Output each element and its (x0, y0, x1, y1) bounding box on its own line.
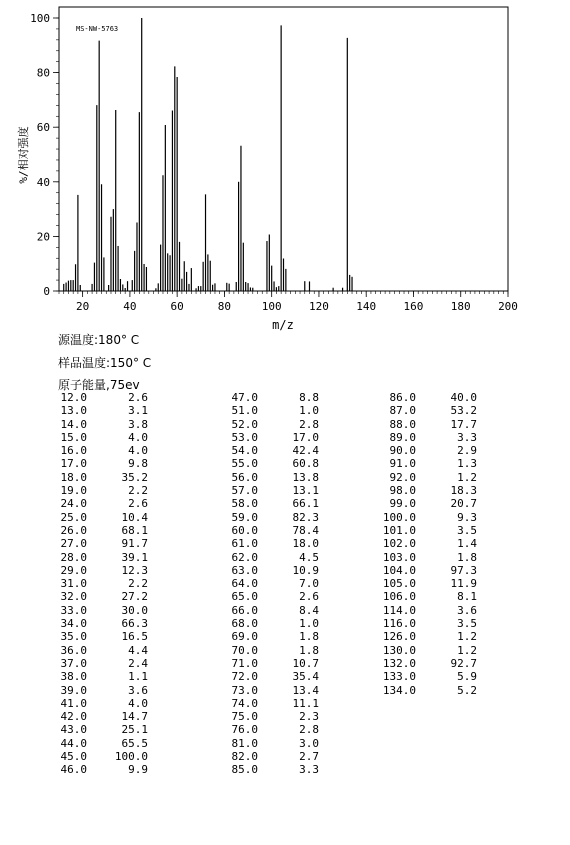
peak-table-row (218, 431, 319, 444)
peak-table-column-1 (47, 391, 148, 777)
abundance-value: 66.3 (121, 617, 148, 631)
x-tick-label: 20 (76, 300, 90, 313)
mz-value: 46.0 (60, 763, 87, 777)
peak-table-row (218, 524, 319, 537)
abundance-value: 100.0 (114, 750, 148, 764)
mz-value: 102.0 (382, 537, 416, 551)
mz-value: 38.0 (60, 670, 87, 684)
peak-table-row (218, 657, 319, 670)
abundance-value: 2.2 (128, 577, 148, 591)
abundance-value: 1.8 (299, 643, 319, 657)
abundance-value: 42.4 (292, 444, 319, 458)
peak-table-row (218, 511, 319, 524)
y-tick-label: 100 (30, 12, 50, 25)
peak-table-row (376, 670, 477, 683)
mz-value: 74.0 (231, 696, 258, 710)
abundance-value: 4.0 (128, 696, 148, 710)
mz-value: 87.0 (389, 404, 416, 418)
peak-table-row (376, 471, 477, 484)
peak-table-row (47, 471, 148, 484)
mz-value: 69.0 (231, 630, 258, 644)
mz-value: 18.0 (60, 470, 87, 484)
mz-value: 76.0 (231, 723, 258, 737)
mz-value: 44.0 (60, 736, 87, 750)
mz-value: 62.0 (231, 550, 258, 564)
electron-energy: 原子能量,75ev (58, 378, 140, 392)
mz-value: 45.0 (60, 750, 87, 764)
abundance-value: 4.0 (128, 444, 148, 458)
abundance-value: 25.1 (121, 723, 148, 737)
peak-table-row (47, 617, 148, 630)
peak-table-row (376, 551, 477, 564)
mz-value: 36.0 (60, 643, 87, 657)
abundance-value: 9.9 (128, 763, 148, 777)
abundance-value: 97.3 (450, 563, 477, 577)
abundance-value: 10.9 (292, 563, 319, 577)
mz-value: 55.0 (231, 457, 258, 471)
mz-value: 31.0 (60, 577, 87, 591)
abundance-value: 5.9 (457, 670, 477, 684)
abundance-value: 1.4 (457, 537, 477, 551)
abundance-value: 5.2 (457, 683, 477, 697)
abundance-value: 14.7 (121, 710, 148, 724)
peak-table-row (376, 564, 477, 577)
abundance-value: 2.6 (299, 590, 319, 604)
abundance-value: 16.5 (121, 630, 148, 644)
abundance-value: 8.4 (299, 603, 319, 617)
mz-value: 29.0 (60, 563, 87, 577)
peak-table-column-2 (218, 391, 319, 777)
peak-table-row (47, 404, 148, 417)
abundance-value: 91.7 (121, 537, 148, 551)
mz-value: 126.0 (382, 630, 416, 644)
mz-value: 91.0 (389, 457, 416, 471)
mz-value: 34.0 (60, 617, 87, 631)
mz-value: 13.0 (60, 404, 87, 418)
abundance-value: 39.1 (121, 550, 148, 564)
peak-table-row (47, 737, 148, 750)
mz-value: 51.0 (231, 404, 258, 418)
peak-table-row (376, 630, 477, 643)
peak-table-row (47, 644, 148, 657)
peak-table-row (218, 604, 319, 617)
mz-value: 66.0 (231, 603, 258, 617)
mz-value: 12.0 (60, 391, 87, 404)
peak-table-row (47, 444, 148, 457)
mz-value: 56.0 (231, 470, 258, 484)
peak-table-row (47, 710, 148, 723)
abundance-value: 3.1 (128, 404, 148, 418)
abundance-value: 1.0 (299, 404, 319, 418)
peak-table-row (218, 497, 319, 510)
mz-value: 58.0 (231, 497, 258, 511)
y-tick-label: 40 (36, 175, 50, 189)
mz-value: 39.0 (60, 683, 87, 697)
mz-value: 64.0 (231, 577, 258, 591)
x-tick-label: 100 (261, 300, 282, 313)
peak-table-row (218, 710, 319, 723)
mz-value: 53.0 (231, 430, 258, 444)
peak-table-row (47, 697, 148, 710)
x-tick-label: 40 (123, 300, 137, 313)
peak-table-row (47, 763, 148, 776)
peak-table-row (218, 457, 319, 470)
peak-table-row (376, 604, 477, 617)
peak-table-row (47, 497, 148, 510)
abundance-value: 3.6 (457, 603, 477, 617)
peak-table-row (376, 537, 477, 550)
abundance-value: 3.5 (457, 523, 477, 537)
peak-table-row (218, 737, 319, 750)
abundance-value: 1.3 (457, 457, 477, 471)
mz-value: 19.0 (60, 484, 87, 498)
abundance-value: 2.2 (128, 484, 148, 498)
mz-value: 133.0 (382, 670, 416, 684)
y-tick-label: 20 (36, 230, 50, 244)
abundance-value: 2.6 (128, 391, 148, 404)
abundance-value: 2.8 (299, 417, 319, 431)
peak-table-row (218, 750, 319, 763)
mz-value: 70.0 (231, 643, 258, 657)
abundance-value: 13.4 (292, 683, 319, 697)
abundance-value: 40.0 (450, 391, 477, 404)
x-tick-label: 60 (170, 300, 184, 313)
x-tick-label: 80 (217, 300, 232, 313)
mz-value: 72.0 (231, 670, 258, 684)
peak-table-row (376, 391, 477, 404)
mz-value: 92.0 (389, 470, 416, 484)
mz-value: 59.0 (231, 510, 258, 524)
abundance-value: 1.2 (457, 643, 477, 657)
abundance-value: 1.8 (457, 550, 477, 564)
mz-value: 42.0 (60, 710, 87, 724)
peak-table-row (376, 511, 477, 524)
abundance-value: 68.1 (121, 523, 148, 537)
mz-value: 65.0 (231, 590, 258, 604)
sample-label: MS-NW-5763 (76, 25, 119, 33)
peak-table-row (47, 723, 148, 736)
abundance-value: 1.0 (299, 617, 319, 631)
mz-value: 71.0 (231, 656, 258, 670)
mz-value: 35.0 (60, 630, 87, 644)
mz-value: 116.0 (382, 617, 416, 631)
abundance-value: 60.8 (292, 457, 319, 471)
mz-value: 52.0 (231, 417, 258, 431)
mz-value: 17.0 (60, 457, 87, 471)
abundance-value: 13.8 (292, 470, 319, 484)
peak-table-row (376, 524, 477, 537)
abundance-value: 35.2 (121, 470, 148, 484)
peak-table-row (47, 750, 148, 763)
abundance-value: 2.8 (299, 723, 319, 737)
peak-table-row (218, 590, 319, 603)
abundance-value: 66.1 (292, 497, 319, 511)
peak-table-row (218, 471, 319, 484)
abundance-value: 2.4 (128, 656, 148, 670)
abundance-value: 82.3 (292, 510, 319, 524)
abundance-value: 4.5 (299, 550, 319, 564)
mz-value: 60.0 (231, 523, 258, 537)
mz-value: 88.0 (389, 417, 416, 431)
mass-spectrum-chart (0, 0, 570, 340)
peak-table-row (218, 577, 319, 590)
abundance-value: 8.1 (457, 590, 477, 604)
mz-value: 130.0 (382, 643, 416, 657)
y-tick-label: 60 (36, 121, 50, 135)
abundance-value: 17.7 (450, 417, 477, 431)
peak-table-row (218, 391, 319, 404)
mz-value: 57.0 (231, 484, 258, 498)
abundance-value: 3.5 (457, 617, 477, 631)
peak-table-row (47, 537, 148, 550)
abundance-value: 1.2 (457, 470, 477, 484)
abundance-value: 4.0 (128, 430, 148, 444)
abundance-value: 3.6 (128, 683, 148, 697)
abundance-value: 3.0 (299, 736, 319, 750)
spectrum-peaks (64, 18, 352, 291)
peak-table-row (218, 723, 319, 736)
mz-value: 100.0 (382, 510, 416, 524)
peak-table-row (376, 577, 477, 590)
x-tick-label: 180 (450, 300, 471, 313)
plot-frame (59, 7, 508, 291)
mz-value: 89.0 (389, 430, 416, 444)
peak-table-row (47, 511, 148, 524)
abundance-value: 35.4 (292, 670, 319, 684)
abundance-value: 53.2 (450, 404, 477, 418)
mz-value: 104.0 (382, 563, 416, 577)
abundance-value: 27.2 (121, 590, 148, 604)
abundance-value: 12.3 (121, 563, 148, 577)
mz-value: 16.0 (60, 444, 87, 458)
mz-value: 32.0 (60, 590, 87, 604)
abundance-value: 65.5 (121, 736, 148, 750)
mz-value: 105.0 (382, 577, 416, 591)
abundance-value: 11.1 (292, 696, 319, 710)
abundance-value: 1.8 (299, 630, 319, 644)
abundance-value: 9.3 (457, 510, 477, 524)
mz-value: 15.0 (60, 430, 87, 444)
abundance-value: 20.7 (450, 497, 477, 511)
sample-temperature: 样品温度:150° C (58, 356, 152, 370)
mz-value: 86.0 (389, 391, 416, 404)
peak-table-row (376, 404, 477, 417)
mz-value: 81.0 (231, 736, 258, 750)
abundance-value: 9.8 (128, 457, 148, 471)
peak-table-row (47, 590, 148, 603)
x-tick-label: 160 (403, 300, 424, 313)
peak-table-row (218, 404, 319, 417)
abundance-value: 2.9 (457, 444, 477, 458)
abundance-value: 2.7 (299, 750, 319, 764)
abundance-value: 7.0 (299, 577, 319, 591)
peak-table-row (218, 697, 319, 710)
x-tick-label: 120 (309, 300, 329, 313)
peak-table-column-3 (376, 391, 477, 697)
abundance-value: 78.4 (292, 523, 319, 537)
peak-table-row (218, 551, 319, 564)
mz-value: 99.0 (389, 497, 416, 511)
peak-table-row (218, 418, 319, 431)
peak-table-row (218, 630, 319, 643)
peak-table-row (47, 657, 148, 670)
peak-table-row (218, 564, 319, 577)
y-tick-label: 80 (36, 66, 50, 80)
mz-value: 75.0 (231, 710, 258, 724)
mz-value: 82.0 (231, 750, 258, 764)
peak-table-row (218, 684, 319, 697)
peak-table-row (376, 484, 477, 497)
peak-table-row (218, 537, 319, 550)
axis-ticks (30, 12, 518, 313)
mz-value: 37.0 (60, 656, 87, 670)
abundance-value: 3.3 (457, 430, 477, 444)
mz-value: 101.0 (382, 523, 416, 537)
peak-table-row (47, 391, 148, 404)
mz-value: 41.0 (60, 696, 87, 710)
peak-table-row (47, 431, 148, 444)
mz-value: 14.0 (60, 417, 87, 431)
peak-table-row (47, 484, 148, 497)
mz-value: 68.0 (231, 617, 258, 631)
x-tick-label: 140 (356, 300, 377, 313)
mz-value: 61.0 (231, 537, 258, 551)
peak-table-row (218, 484, 319, 497)
abundance-value: 1.2 (457, 630, 477, 644)
mz-value: 90.0 (389, 444, 416, 458)
mz-value: 106.0 (382, 590, 416, 604)
peak-table-row (218, 670, 319, 683)
x-tick-label: 200 (498, 300, 518, 313)
mz-value: 85.0 (231, 763, 258, 777)
mz-value: 63.0 (231, 563, 258, 577)
mz-value: 47.0 (231, 391, 258, 404)
peak-table-row (376, 431, 477, 444)
peak-table-row (47, 684, 148, 697)
abundance-value: 30.0 (121, 603, 148, 617)
abundance-value: 11.9 (450, 577, 477, 591)
mz-value: 24.0 (60, 497, 87, 511)
peak-table-row (376, 418, 477, 431)
x-axis-label: m/z (272, 318, 294, 332)
mz-value: 26.0 (60, 523, 87, 537)
abundance-value: 92.7 (450, 656, 477, 670)
abundance-value: 8.8 (299, 391, 319, 404)
abundance-value: 4.4 (128, 643, 148, 657)
mz-value: 103.0 (382, 550, 416, 564)
mz-value: 54.0 (231, 444, 258, 458)
peak-table-row (47, 457, 148, 470)
source-temperature: 源温度:180° C (58, 333, 140, 347)
abundance-value: 10.7 (292, 656, 319, 670)
mz-value: 43.0 (60, 723, 87, 737)
abundance-value: 13.1 (292, 484, 319, 498)
mz-value: 134.0 (382, 683, 416, 697)
abundance-value: 3.8 (128, 417, 148, 431)
peak-table-row (376, 657, 477, 670)
y-tick-label: 0 (43, 285, 50, 298)
peak-table-row (376, 644, 477, 657)
peak-table-row (376, 457, 477, 470)
mz-value: 27.0 (60, 537, 87, 551)
peak-table-row (218, 444, 319, 457)
peak-table-row (47, 604, 148, 617)
abundance-value: 3.3 (299, 763, 319, 777)
peak-table-row (47, 551, 148, 564)
abundance-value: 18.0 (292, 537, 319, 551)
peak-table-row (218, 644, 319, 657)
mz-value: 98.0 (389, 484, 416, 498)
peak-table-row (218, 617, 319, 630)
mz-value: 73.0 (231, 683, 258, 697)
peak-table-row (376, 684, 477, 697)
peak-table-row (47, 630, 148, 643)
peak-table-row (47, 670, 148, 683)
mz-value: 25.0 (60, 510, 87, 524)
peak-table-row (376, 497, 477, 510)
peak-table-row (218, 763, 319, 776)
abundance-value: 1.1 (128, 670, 148, 684)
abundance-value: 2.3 (299, 710, 319, 724)
peak-table-row (376, 590, 477, 603)
abundance-value: 18.3 (450, 484, 477, 498)
abundance-value: 10.4 (121, 510, 148, 524)
mz-value: 28.0 (60, 550, 87, 564)
peak-table-row (47, 564, 148, 577)
peak-table-row (376, 617, 477, 630)
peak-table-row (47, 577, 148, 590)
mz-value: 33.0 (60, 603, 87, 617)
mz-value: 114.0 (382, 603, 416, 617)
y-axis-label: %/相对强度 (17, 126, 30, 184)
peak-table-row (47, 524, 148, 537)
abundance-value: 2.6 (128, 497, 148, 511)
peak-table-row (376, 444, 477, 457)
mz-value: 132.0 (382, 656, 416, 670)
abundance-value: 17.0 (292, 430, 319, 444)
peak-table-row (47, 418, 148, 431)
